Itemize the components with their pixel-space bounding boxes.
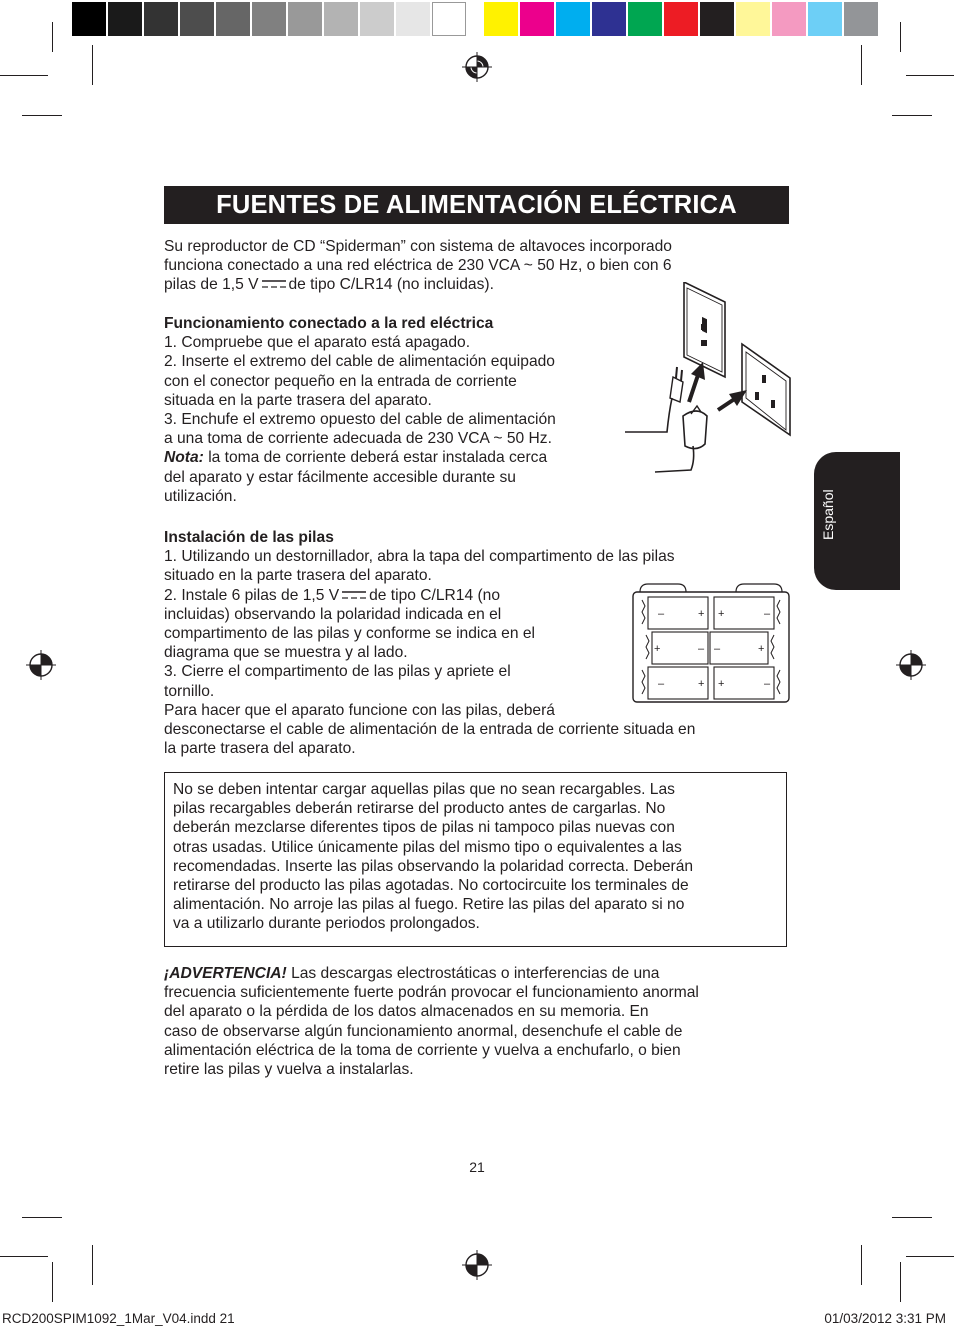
crop-mark [0, 1256, 48, 1257]
battery-line: 3. Cierre el compartimento de las pilas y apriete el [164, 663, 511, 681]
battery-heading: Instalación de las pilas [164, 529, 334, 546]
battery-text: de tipo C/LR14 (no [369, 586, 501, 604]
caution-line: alimentación. No arroje las pilas al fuego. Retire las pilas del aparato si no [173, 896, 685, 914]
crop-mark [900, 22, 901, 52]
crop-mark [92, 1245, 93, 1285]
caution-line: otras usadas. Utilice únicamente pilas del mismo tipo o equivalentes a las [173, 838, 682, 856]
color-swatch [556, 2, 590, 36]
gray-swatch [144, 2, 178, 36]
mains-note-line: del aparato y estar fácilmente accesible durante su [164, 468, 516, 486]
mains-line: 3. Enchufe el extremo opuesto del cable de alimentación [164, 411, 556, 429]
color-swatch [592, 2, 626, 36]
battery-line: 1. Utilizando un destornillador, abra la tapa del compartimento de las pilas [164, 548, 675, 566]
svg-text:+: + [698, 678, 705, 690]
battery-section [164, 528, 695, 758]
svg-text:+: + [698, 608, 705, 620]
crop-mark [52, 1262, 53, 1302]
power-connection-illustration [625, 282, 795, 482]
crop-mark [906, 1256, 954, 1257]
caution-line: retirarse del producto las pilas agotadas. No cortocircuite los terminales de [173, 877, 689, 895]
color-swatch [520, 2, 554, 36]
battery-line [164, 586, 695, 605]
caution-line: recomendadas. Inserte las pilas observando la polaridad correcta. Deberán [173, 857, 694, 875]
warning-text: Las descargas electrostáticas o interferencias de una [286, 965, 660, 982]
caution-line: No se deben intentar cargar aquellas pilas que no sean recargables. Las [173, 781, 675, 798]
color-swatch [628, 2, 662, 36]
caution-line: va a utilizarlo durante periodos prolongados. [173, 915, 480, 933]
page-number: 21 [469, 1159, 485, 1175]
registration-mark-icon [26, 650, 56, 680]
svg-text:–: – [658, 678, 665, 690]
crop-mark [22, 115, 62, 116]
gray-swatch [180, 2, 214, 36]
crop-mark [900, 1262, 901, 1302]
battery-compartment-diagram [632, 580, 790, 704]
intro-text: pilas de 1,5 V [164, 276, 259, 294]
svg-text:+: + [718, 678, 725, 690]
color-swatch [736, 2, 770, 36]
intro-paragraph [164, 237, 672, 295]
color-swatch [808, 2, 842, 36]
esd-warning [164, 964, 699, 1079]
crop-mark [892, 1217, 932, 1218]
caution-text [173, 780, 693, 934]
crop-mark [861, 1245, 862, 1285]
caution-line: pilas recargables deberán retirarse del producto antes de cargarlas. No [173, 800, 666, 818]
mains-line: situada en la parte trasera del aparato. [164, 391, 432, 409]
registration-mark-icon [896, 650, 926, 680]
crop-mark [861, 45, 862, 85]
gray-swatch [288, 2, 322, 36]
note-text: la toma de corriente deberá estar instalada cerca [203, 449, 548, 467]
page-title: FUENTES DE ALIMENTACIÓN ELÉCTRICA [164, 186, 789, 224]
warning-label: ¡ADVERTENCIA! [164, 965, 287, 982]
crop-mark [92, 45, 93, 85]
gray-swatch [360, 2, 394, 36]
battery-line: compartimento de las pilas y conforme se indica en el [164, 625, 535, 643]
mains-line: a una toma de corriente adecuada de 230 VCA ~ 50 Hz. [164, 430, 552, 448]
gray-swatch [432, 2, 466, 36]
battery-line: Para hacer que el aparato funcione con las pilas, deberá [164, 701, 555, 719]
dc-symbol-icon [341, 589, 367, 601]
battery-line: desconectarse el cable de alimentación de la entrada de corriente situada en [164, 721, 696, 739]
date-slug: 01/03/2012 3:31 PM [824, 1311, 946, 1326]
intro-line [164, 275, 672, 294]
caution-line: deberán mezclarse diferentes tipos de pilas ni tampoco pilas nuevas con [173, 819, 675, 837]
file-slug: RCD200SPIM1092_1Mar_V04.indd 21 [2, 1311, 235, 1326]
mains-note-line: utilización. [164, 487, 237, 505]
registration-mark-icon [462, 52, 492, 82]
warning-line: caso de observarse algún funcionamiento anormal, desenchufe el cable de [164, 1022, 683, 1040]
battery-line: incluidas) observando la polaridad indicada en el [164, 605, 502, 623]
battery-line: diagrama que se muestra y al lado. [164, 644, 408, 662]
color-swatch [700, 2, 734, 36]
gray-swatch [108, 2, 142, 36]
language-tab-label [820, 518, 900, 540]
gray-swatch [324, 2, 358, 36]
dc-symbol-icon [261, 278, 287, 290]
mains-section [164, 314, 556, 506]
crop-mark [892, 115, 932, 116]
svg-text:+: + [718, 608, 725, 620]
gray-swatch [216, 2, 250, 36]
gray-swatch [252, 2, 286, 36]
color-swatch [484, 2, 518, 36]
mains-heading: Funcionamiento conectado a la red eléctrica [164, 315, 494, 332]
mains-note [164, 448, 556, 467]
svg-text:–: – [658, 608, 665, 620]
gray-swatch [72, 2, 106, 36]
color-bar [482, 0, 884, 38]
grayscale-bar [70, 0, 472, 38]
intro-text: de tipo C/LR14 (no incluidas). [288, 276, 494, 294]
battery-line: la parte trasera del aparato. [164, 740, 356, 758]
crop-mark [0, 75, 48, 76]
gray-swatch [396, 2, 430, 36]
registration-mark-icon [462, 1250, 492, 1280]
crop-mark [906, 75, 954, 76]
battery-text: 2. Instale 6 pilas de 1,5 V [164, 586, 340, 604]
battery-caution-box [164, 772, 787, 947]
mains-line: 1. Compruebe que el aparato está apagado. [164, 334, 471, 352]
battery-line: tornillo. [164, 682, 215, 700]
intro-line: Su reproductor de CD “Spiderman” con sistema de altavoces incorporado [164, 238, 672, 255]
color-swatch [844, 2, 878, 36]
crop-mark [52, 22, 53, 52]
color-swatch [664, 2, 698, 36]
warning-line: alimentación eléctrica de la toma de corriente y vuelva a enchufarlo, o bien [164, 1041, 681, 1059]
svg-text:+: + [758, 643, 765, 655]
battery-line: situado en la parte trasera del aparato. [164, 567, 432, 585]
mains-line: con el conector pequeño en la entrada de corriente [164, 372, 517, 390]
warning-line [164, 964, 699, 983]
svg-text:–: – [714, 643, 721, 655]
color-swatch [772, 2, 806, 36]
crop-mark [22, 1217, 62, 1218]
intro-line: funciona conectado a una red eléctrica de 230 VCA ~ 50 Hz, o bien con 6 [164, 257, 672, 275]
mains-line: 2. Inserte el extremo del cable de alimentación equipado [164, 353, 555, 371]
svg-text:+: + [654, 643, 661, 655]
svg-text:–: – [764, 678, 771, 690]
note-label: Nota: [164, 449, 204, 467]
warning-line: del aparato o la pérdida de los datos almacenados en su memoria. En [164, 1003, 649, 1021]
svg-text:–: – [698, 643, 705, 655]
warning-line: frecuencia suficientemente fuerte podrán provocar el funcionamiento anormal [164, 984, 699, 1002]
warning-line: retire las pilas y vuelva a instalarlas. [164, 1061, 414, 1079]
svg-text:–: – [764, 608, 771, 620]
